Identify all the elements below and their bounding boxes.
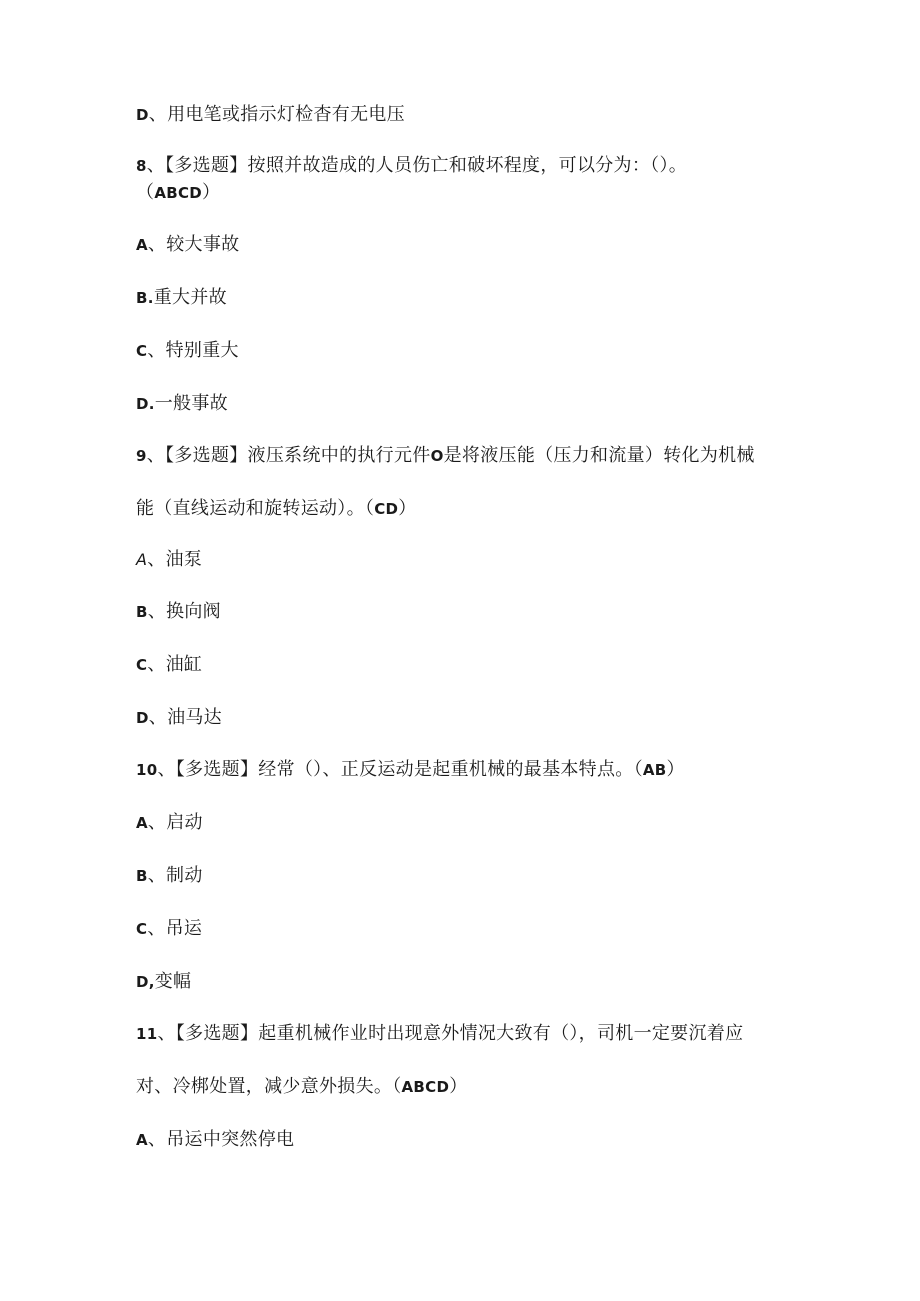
answer-open: （	[136, 182, 155, 203]
answer-key: ABCD	[401, 1078, 450, 1096]
option-text: 、特别重大	[147, 340, 239, 361]
option-c-q9	[136, 653, 202, 677]
option-text: 、油泵	[147, 549, 203, 570]
option-letter: C	[136, 342, 148, 360]
option-letter: A	[136, 236, 148, 254]
option-b-q10	[136, 864, 203, 888]
option-text: 、油马达	[148, 707, 222, 728]
answer-close: ）	[449, 1076, 468, 1097]
option-text: 、换向阀	[147, 601, 221, 622]
option-c-q10	[136, 917, 202, 941]
option-text: 、吊运中突然停电	[147, 1129, 295, 1150]
question-text: 能（直线运动和旋转运动）。（	[136, 498, 375, 519]
question-number: 11	[136, 1025, 158, 1043]
option-letter: D	[136, 106, 149, 124]
option-d-q8	[136, 392, 228, 416]
option-letter: D	[136, 709, 149, 727]
option-a-q11	[136, 1128, 294, 1152]
question-number: 10	[136, 761, 158, 779]
option-text: 重大并故	[153, 287, 227, 308]
option-letter: B	[136, 603, 148, 621]
option-d-q7	[136, 103, 405, 127]
option-letter: D,	[136, 973, 155, 991]
option-text: 、吊运	[147, 918, 203, 939]
answer-key: CD	[374, 500, 399, 518]
option-d-q10	[136, 970, 191, 994]
question-number: 8	[136, 157, 147, 175]
answer-close: ）	[202, 182, 221, 203]
question-text-glyph: O	[430, 447, 444, 465]
question-text: 、【多选题】液压系统中的执行元件	[146, 445, 431, 466]
answer-key: ABCD	[154, 184, 203, 202]
question-9-cont	[136, 497, 417, 521]
option-text: 、启动	[147, 812, 203, 833]
option-a-q9	[136, 548, 202, 572]
option-text: 变幅	[154, 971, 192, 992]
option-d-q9	[136, 706, 222, 730]
option-letter: B	[136, 867, 148, 885]
option-text: 、制动	[147, 865, 203, 886]
option-b-q9	[136, 600, 221, 624]
question-text: 、【多选题】按照并故造成的人员伤亡和破坏程度，可以分为：（）。	[146, 155, 688, 176]
question-text: 、【多选题】经常（）、正反运动是起重机械的最基本特点。（	[157, 759, 643, 780]
question-8	[136, 154, 687, 178]
option-letter: A	[136, 550, 148, 569]
option-text: 、用电笔或指示灯检杳有无电压	[148, 104, 405, 125]
question-11-cont	[136, 1075, 468, 1099]
option-text: 一般事故	[154, 393, 228, 414]
option-b-q8	[136, 286, 227, 310]
answer-key: AB	[642, 761, 667, 779]
answer-close: ）	[398, 498, 417, 519]
option-letter: A	[136, 1131, 148, 1149]
option-letter: C	[136, 920, 148, 938]
question-10	[136, 758, 685, 782]
option-text: 、油缸	[147, 654, 203, 675]
option-a-q10	[136, 811, 203, 835]
question-9	[136, 444, 755, 468]
option-text: 、较大事故	[147, 234, 240, 255]
question-text-cont: 是将液压能（压力和流量）转化为机械	[443, 445, 755, 466]
question-text: 对、冷梆处置，减少意外损失。（	[136, 1076, 402, 1097]
question-11	[136, 1022, 743, 1046]
option-letter: B.	[136, 289, 154, 307]
answer-close: ）	[666, 759, 685, 780]
option-a-q8	[136, 233, 239, 257]
question-text: 、【多选题】起重机械作业时出现意外情况大致有（），司机一定要沉着应	[157, 1023, 744, 1044]
option-letter: C	[136, 656, 148, 674]
question-number: 9	[136, 447, 147, 465]
option-c-q8	[136, 339, 239, 363]
option-letter: A	[136, 814, 148, 832]
option-letter: D.	[136, 395, 155, 413]
question-8-answer	[136, 181, 220, 205]
